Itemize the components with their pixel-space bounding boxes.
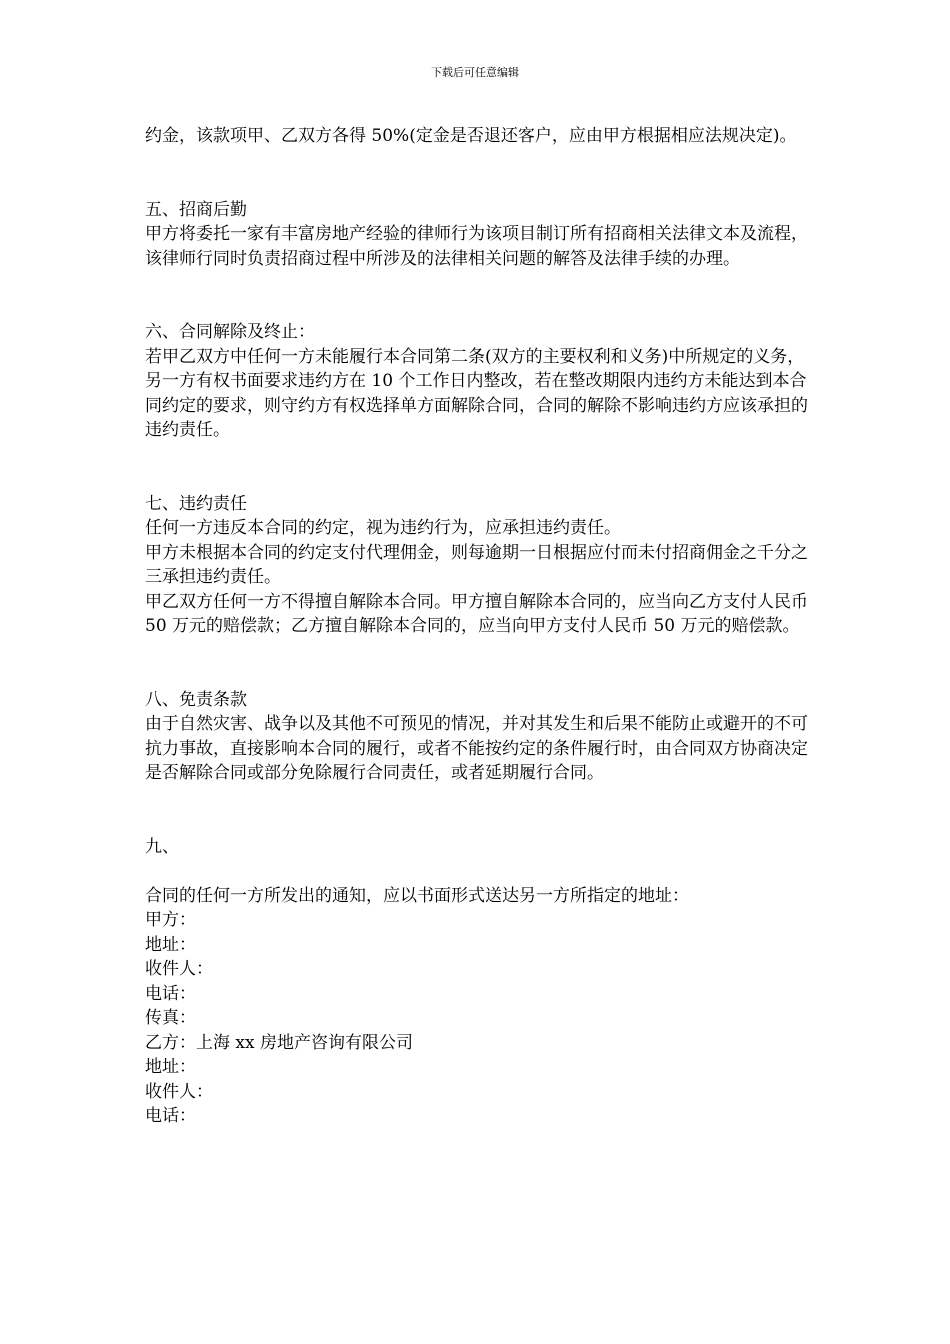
document-body [145, 124, 810, 1129]
section-5 [145, 198, 810, 272]
contact-line: 收件人： [145, 1081, 213, 1102]
contact-line: 传真： [145, 1008, 196, 1028]
section-paragraph: 甲方未根据本合同的约定支付代理佣金，则每逾期一日根据应付而未付招商佣金之千分之三承担违约责任。 [145, 542, 808, 587]
section-heading: 九、 [145, 836, 179, 857]
contact-line: 收件人： [145, 959, 213, 979]
spacer [145, 149, 810, 198]
contact-line: 地址： [145, 934, 196, 955]
section-heading: 八、免责条款 [145, 689, 247, 710]
section-paragraph: 若甲乙双方中任何一方未能履行本合同第二条(双方的主要权利和义务)中所规定的义务，另一方有权书面要求违约方在 10 个工作日内整改，若在整改期限内违约方未能达到本合同约定的要求，则守约方有权选择单方面解除合同，合同的解除不影响违约方应该承担的违约责任。 [145, 346, 808, 440]
page-header: 下载后可任意编辑 [431, 66, 519, 79]
section-heading: 五、招商后勤 [145, 199, 247, 220]
section-paragraph: 任何一方违反本合同的约定，视为违约行为，应承担违约责任。 [145, 518, 621, 538]
contact-line: 电话： [145, 1106, 196, 1126]
section-heading: 七、违约责任 [145, 493, 247, 514]
contact-line: 乙方：上海 xx 房地产咨询有限公司 [145, 1032, 413, 1053]
spacer [145, 786, 810, 835]
spacer [145, 271, 810, 320]
section-paragraph: 甲乙双方任何一方不得擅自解除本合同。甲方擅自解除本合同的，应当向乙方支付人民币 50 万元的赔偿款；乙方擅自解除本合同的，应当向甲方支付人民币 50 万元的赔偿款。 [145, 591, 808, 636]
section-9 [145, 835, 810, 1129]
section-paragraph: 由于自然灾害、战争以及其他不可预见的情况，并对其发生和后果不能防止或避开的不可抗力事故，直接影响本合同的履行，或者不能按约定的条件履行时，由合同双方协商决定是否解除合同或部分免除履行合同责任，或者延期履行合同。 [145, 714, 808, 783]
contact-line: 电话： [145, 983, 196, 1004]
intro-paragraph: 约金，该款项甲、乙双方各得 50%(定金是否退还客户，应由甲方根据相应法规决定)。 [145, 126, 797, 146]
section-8 [145, 688, 810, 786]
spacer [145, 639, 810, 688]
section-7 [145, 492, 810, 639]
notice-paragraph: 合同的任何一方所发出的通知，应以书面形式送达另一方所指定的地址： [145, 885, 689, 906]
contact-line: 甲方： [145, 910, 196, 930]
section-6 [145, 320, 810, 443]
contact-line: 地址： [145, 1057, 196, 1077]
section-paragraph: 甲方将委托一家有丰富房地产经验的律师行为该项目制订所有招商相关法律文本及流程，该律师行同时负责招商过程中所涉及的法律相关问题的解答及法律手续的办理。 [145, 224, 808, 269]
spacer [145, 859, 810, 884]
spacer [145, 443, 810, 492]
section-heading: 六、合同解除及终止： [145, 322, 315, 342]
